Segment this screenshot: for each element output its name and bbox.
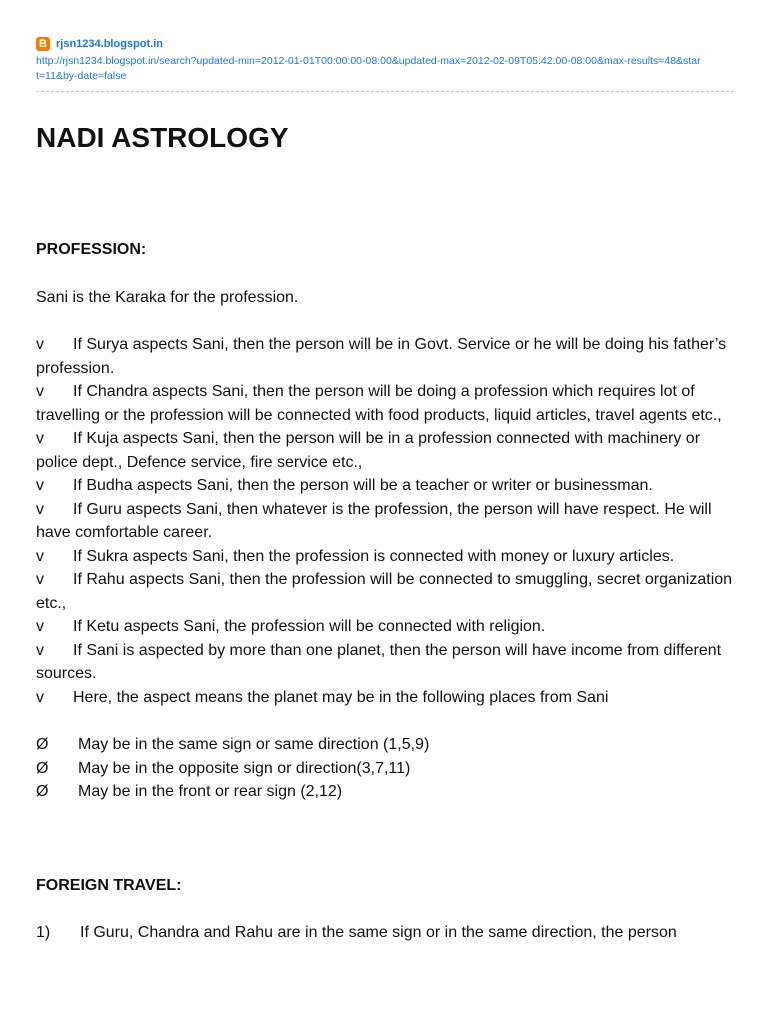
- profession-heading: PROFESSION:: [36, 241, 147, 258]
- profession-intro: Sani is the Karaka for the profession.: [36, 288, 299, 306]
- list-item: [36, 568, 736, 615]
- bullet-v: v: [36, 430, 44, 447]
- list-item: [36, 639, 736, 686]
- list-item: [36, 686, 736, 710]
- list-item-text: If Guru aspects Sani, then whatever is the profession, the person will have respect. He will have comfortable career.: [36, 500, 712, 541]
- list-item: [36, 545, 736, 569]
- page-title: NADI ASTROLOGY: [36, 122, 289, 153]
- sub-list-item-text: May be in the same sign or same direction (1,5,9): [78, 736, 430, 753]
- bullet-v: v: [36, 500, 44, 518]
- bullet-v: v: [36, 547, 44, 565]
- list-item: [36, 380, 736, 427]
- list-item: [36, 615, 736, 639]
- list-item: [36, 333, 736, 380]
- profession-list: [36, 333, 736, 709]
- header-divider: [36, 91, 734, 92]
- numbered-item: [36, 921, 736, 945]
- bullet-v: v: [36, 383, 44, 400]
- site-name-link[interactable]: rjsn1234.blogspot.in: [56, 38, 163, 50]
- document-header: [36, 36, 736, 92]
- list-item-text: Here, the aspect means the planet may be in the following places from Sani: [73, 688, 609, 706]
- bullet-null-symbol: Ø: [36, 783, 49, 800]
- list-item: [36, 427, 736, 474]
- aspect-places-list: [36, 733, 736, 804]
- blogger-icon: B: [36, 37, 50, 51]
- bullet-null-symbol: Ø: [36, 736, 49, 753]
- bullet-null-symbol: Ø: [36, 759, 49, 777]
- item-number: 1): [36, 924, 51, 941]
- list-item-text: If Budha aspects Sani, then the person will be a teacher or writer or businessman.: [73, 477, 653, 494]
- bullet-v: v: [36, 688, 44, 706]
- list-item-text: If Rahu aspects Sani, then the profession will be connected to smuggling, secret organization etc.,: [36, 571, 733, 612]
- numbered-item-text: If Guru, Chandra and Rahu are in the same sign or in the same direction, the person: [80, 924, 677, 941]
- list-item-text: If Sukra aspects Sani, then the profession is connected with money or luxury articles.: [73, 547, 675, 565]
- bullet-v: v: [36, 618, 44, 635]
- sub-list-item: [36, 733, 736, 757]
- sub-list-item-text: May be in the front or rear sign (2,12): [78, 783, 343, 800]
- source-url-link[interactable]: http://rjsn1234.blogspot.in/search?updated-min=2012-01-01T00:00:00-08:00&updated-max=2012-02-09T05:42:00-08:00&max-results=48&start=11&by-date=false: [36, 55, 701, 82]
- sub-list-item: [36, 780, 736, 804]
- bullet-v: v: [36, 336, 44, 353]
- list-item-text: If Kuja aspects Sani, then the person will be in a profession connected with machinery or police dept., Defence service, fire service etc.,: [36, 430, 701, 471]
- bullet-v: v: [36, 641, 44, 659]
- site-row: [36, 36, 736, 52]
- list-item-text: If Sani is aspected by more than one planet, then the person will have income from different sources.: [36, 641, 722, 682]
- sub-list-item: [36, 757, 736, 781]
- bullet-v: v: [36, 477, 44, 494]
- list-item: [36, 474, 736, 498]
- list-item-text: If Ketu aspects Sani, the profession will be connected with religion.: [73, 618, 546, 635]
- sub-list-item-text: May be in the opposite sign or direction(3,7,11): [78, 759, 411, 777]
- list-item-text: If Surya aspects Sani, then the person will be in Govt. Service or he will be doing his father’s profession.: [36, 336, 727, 377]
- bullet-v: v: [36, 571, 44, 588]
- foreign-travel-heading: FOREIGN TRAVEL:: [36, 876, 182, 894]
- list-item-text: If Chandra aspects Sani, then the person will be doing a profession which requires lot of travelling or the profession will be connected with food products, liquid articles, travel agents etc.,: [36, 383, 722, 424]
- list-item: [36, 498, 736, 545]
- article-body: [36, 238, 736, 945]
